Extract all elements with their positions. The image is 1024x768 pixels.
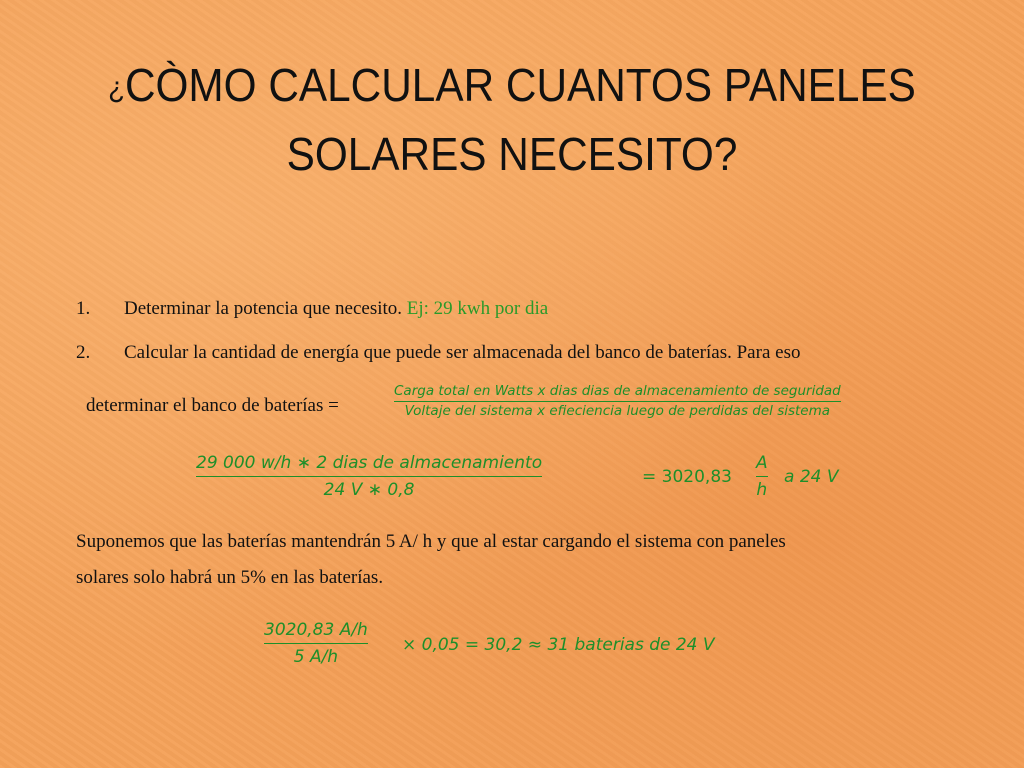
calc1-numerator: 29 000 w/h ∗ 2 dias de almacenamiento [196, 453, 543, 473]
calc1-unit-fraction [756, 450, 768, 503]
step-2-text: Calcular la cantidad de energía que puede ser almacenada del banco de baterías. Para eso [124, 342, 801, 363]
bank-formula-fraction [394, 382, 841, 421]
step-2-number: 2. [76, 342, 91, 363]
calc1-unit-den: h [756, 480, 768, 500]
title-line-1: CÒMO CALCULAR CUANTOS PANELES [124, 59, 916, 111]
paragraph-line-2: solares solo habrá un 5% en las baterías. [76, 567, 384, 588]
title-open-question: ¿ [108, 71, 125, 104]
paragraph-line-1: Suponemos que las baterías mantendrán 5 A/ h y que al estar cargando el sistema con paneles [76, 531, 786, 552]
step-1-number: 1. [76, 298, 91, 319]
bank-formula-lead: determinar el banco de baterías = [86, 395, 339, 416]
calc1-fraction [196, 450, 542, 503]
calc1-denominator: 24 V ∗ 0,8 [323, 480, 415, 500]
bank-formula-denominator: Voltaje del sistema x efieciencia luego de perdidas del sistema [404, 403, 831, 419]
calc1-unit-num: A [756, 453, 768, 473]
step-1-text: Determinar la potencia que necesito. [124, 298, 403, 319]
step-1 [124, 298, 548, 320]
title-line-2: SOLARES NECESITO? [286, 128, 738, 180]
calc2-denominator: 5 A/h [293, 647, 339, 667]
calc2-numerator: 3020,83 A/h [264, 620, 368, 640]
calc1-tail: a 24 V [784, 467, 839, 487]
bank-formula-numerator: Carga total en Watts x dias dias de almacenamiento de seguridad [394, 383, 841, 399]
step-1-example: Ej: 29 kwh por dia [406, 298, 549, 319]
calc2-tail: × 0,05 = 30,2 ≈ 31 baterias de 24 V [402, 635, 715, 655]
calc1-equals: = 3020,83 [642, 467, 732, 487]
slide-title [78, 52, 946, 187]
calc2-fraction [264, 617, 368, 670]
